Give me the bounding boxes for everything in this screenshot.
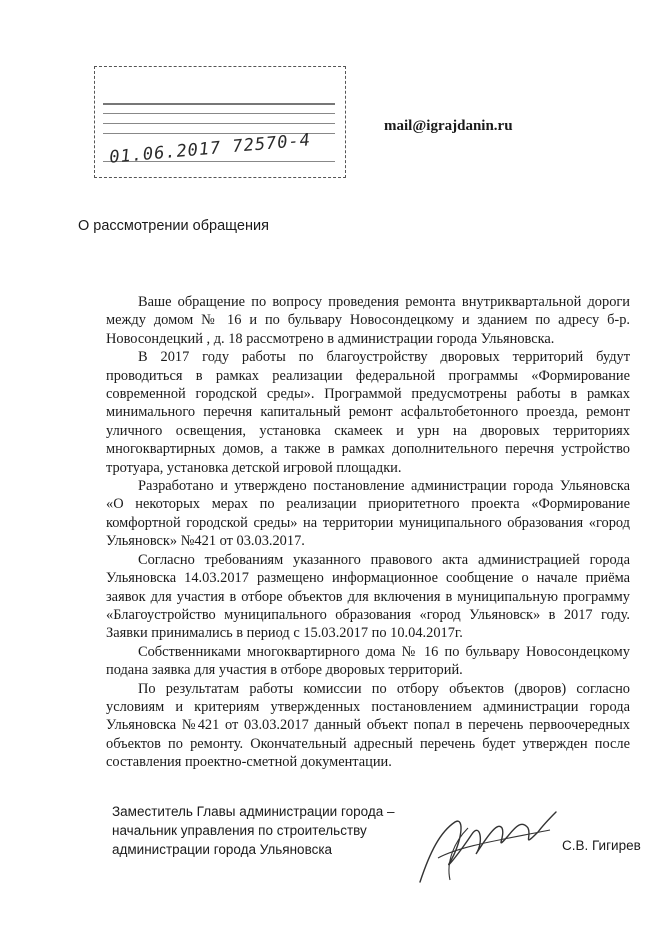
- registration-stamp: [94, 66, 346, 178]
- signer-position-line: администрации города Ульяновска: [112, 842, 333, 857]
- stamp-line: [103, 103, 335, 105]
- paragraph: По результатам работы комиссии по отбору объектов (дворов) согласно условиям и критериям утвержденных постановлением администрации города Ульяновска №421 от 03.03.2017 данный объект попал в перечень первоочередных объектов по ремонту. Окончательный адресный перечень будет утвержден после составления проектно-сметной документации.: [106, 680, 630, 771]
- email-address: mail@igrajdanin.ru: [384, 118, 513, 134]
- signer-position: [112, 802, 394, 859]
- paragraph: В 2017 году работы по благоустройству дворовых территорий будут проводиться в рамках реализации федеральной программы «Формирование современной городской среды». Программой предусмотрены работы в рамках минимального перечня капитальный ремонт асфальтобетонного проезда, ремонт уличного освещения, установка скамеек и урн на дворовых территориях многоквартирных домов, а также в рамках дополнительного перечня устройство тротуара, установка детской игровой площадки.: [106, 349, 630, 476]
- handwritten-signature: [410, 792, 560, 892]
- letter-body: [106, 293, 630, 772]
- signer-position-line: Заместитель Главы администрации города –: [112, 804, 395, 819]
- paragraph: Разработано и утверждено постановление администрации города Ульяновска «О некоторых мерах по реализации приоритетного проекта «Формирование комфортной городской среды» на территории муниципального образования «город Ульяновск» №421 от 03.03.2017.: [106, 478, 630, 550]
- letter-subject: О рассмотрении обращения: [78, 218, 269, 234]
- paragraph: Согласно требованиям указанного правового акта администрацией города Ульяновска 14.03.2017 размещено информационное сообщение о начале приёма заявок для участия в отборе объектов для включения в муниципальную программу «Благоустройство муниципального образования «город Ульяновск» в 2017 году. Заявки принимались в период с 15.03.2017 по 10.04.2017г.: [106, 551, 630, 642]
- signer-name: С.В. Гигирев: [562, 838, 641, 853]
- stamp-line: [103, 113, 335, 114]
- paragraph: Собственниками многоквартирного дома № 16 по бульвару Новосондецкому подана заявка для участия в отборе дворовых территорий.: [106, 643, 630, 679]
- stamp-line: [103, 123, 335, 124]
- stamp-handwritten-number: 01.06.2017 72570-4: [108, 130, 312, 168]
- signer-position-line: начальник управления по строительству: [112, 823, 367, 838]
- paragraph: Ваше обращение по вопросу проведения ремонта внутриквартальной дороги между домом № 16 и по бульвару Новосондецкому и зданием по адресу б-р. Новосондецкий , д. 18 рассмотрено в администрации города Ульяновска.: [106, 294, 630, 347]
